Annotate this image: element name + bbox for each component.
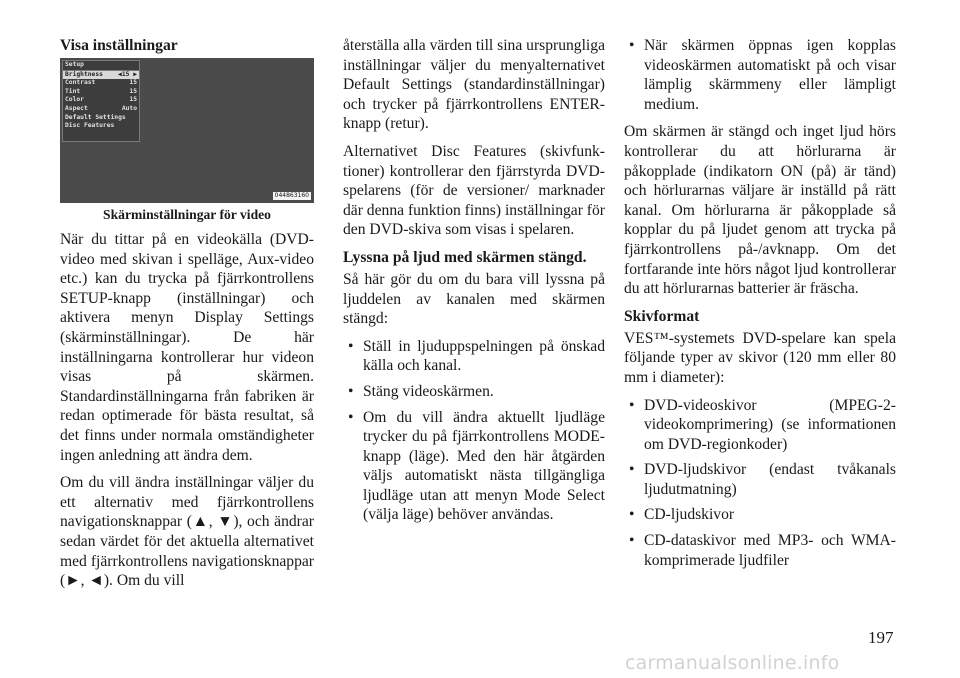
paragraph: Om skärmen är stängd och inget ljud hörs kontrollerar du att hörlurarna är påkopplade (indikatorn ON (på) är tänd) och hörlurarnas väljare är inställd på rätt kanal. Om hörlurarna är påkopplade så kopplar du på ljudet genom att trycka på fjärrkontrollens på-/avknapp. Om det fortfarande inte hörs något ljud kontrollerar du att hörlurarnas batterier är fräscha. [624,123,896,298]
bullet-list [343,337,605,525]
watermark: carmanualsonline.info [625,652,840,674]
column-2 [343,36,605,533]
list-item [343,337,605,376]
menu-row-disc-features [63,122,139,131]
paragraph: Alternativet Disc Features (skivfunktioner) kontrollerar den fjärrstyrda DVD-spelarens (för de versioner/ marknader där denna funktion finns) inställningar för den DVD-skiva som visas i spelaren. [343,142,605,239]
paragraph: VES™-systemets DVD-spelare kan spela följande typer av skivor (120 mm eller 80 mm i diameter): [624,329,896,386]
list-item-text: • DVD-ljudskivor (endast tvåkanals ljudutmatning) [644,461,896,498]
list-item-text: • Ställ in ljuduppspelningen på önskad källa och kanal. [363,337,605,375]
image-code: 044863160 [274,192,309,199]
setup-menu [62,60,140,142]
page-number: 197 [868,628,894,647]
list-item-text: • Om du vill ändra aktuellt ljudläge trycker du på fjärrkontrollens MODE-knapp (läge). Med den här åtgärden väljs automatiskt nästa tillgängliga ljudläge utan att menyn Mode Select (välja läge) behöver användas. [363,408,605,524]
menu-row-value: Auto [121,104,137,112]
section-heading-disc-formats: Skivformat [624,307,700,325]
menu-row-label: Default Settings [65,113,126,121]
paragraph: Så här gör du om du bara vill lyssna på ljuddelen av kanalen med skärmen stängd: [343,270,605,328]
bullet-list [624,36,896,114]
menu-row-value: ◀15 ▶ [118,70,137,78]
column-1 [60,36,314,591]
menu-row-value: 15 [129,96,137,104]
list-item [624,505,896,525]
list-item [624,36,896,114]
bullet-list [624,396,896,571]
list-item [624,460,896,499]
menu-row-label: Color [65,96,84,104]
menu-row-contrast [63,79,139,88]
list-item [343,408,605,526]
menu-row-value: 15 [129,79,137,87]
list-item-text: • CD-dataskivor med MP3- och WMA-komprimerade ljudfiler [644,532,896,569]
list-item [624,531,896,570]
column-3 [624,36,896,578]
menu-row-label: Brightness [65,70,103,78]
section-heading-display-settings: Visa inställningar [60,37,178,54]
paragraph: återställa alla värden till sina ursprungliga inställningar väljer du menyalternativet Default Settings (standardinställningar) och trycker på fjärrkontrollens ENTER-knapp (retur). [343,37,605,133]
menu-row-brightness [63,71,139,80]
paragraph: När du tittar på en videokälla (DVD-video med skivan i spelläge, Aux-video etc.) kan du trycka på fjärrkontrollens SETUP-knapp (inställningar) och aktivera menyn Display Settings (skärminställningar). De här inställningarna kontrollerar hur videon visas på skärmen. Standardinställningarna från fabriken är redan optimerade för bästa resultat, så det finns under normala omständigheter ingen anledning att ändra dem. [60,231,314,464]
list-item [624,396,896,455]
menu-row-default-settings [63,114,139,123]
setup-menu-title: Setup [63,61,139,71]
menu-row-color [63,96,139,105]
video-settings-screenshot [60,58,314,203]
paragraph: Om du vill ändra inställningar väljer du ett alternativ med fjärrkontrollens navigationsknappar (▲, ▼), och ändrar sedan värdet för det aktuella alternativet med fjärrkontrollens navigationsknappar (►, ◄). Om du vill [60,474,314,590]
menu-row-label: Disc Features [65,122,115,130]
menu-row-label: Aspect [65,104,88,112]
list-item [343,382,605,402]
list-item-text: • DVD-videoskivor (MPEG-2-videokomprimering) (se informationen om DVD-regionkoder) [644,396,896,453]
list-item-text: • Stäng videoskärmen. [363,382,494,400]
figure-caption: Skärminställningar för video [103,207,271,222]
menu-row-label: Tint [65,87,81,95]
section-heading-listen-screen-closed: Lyssna på ljud med skärmen stängd. [343,248,587,266]
menu-row-value: 15 [129,87,137,95]
list-item-text: • När skärmen öppnas igen kopplas videoskärmen automatiskt på och visar lämplig skärmmeny eller lämpligt medium. [644,37,896,113]
list-item-text: • CD-ljudskivor [644,506,735,524]
menu-row-tint [63,88,139,97]
menu-row-aspect [63,105,139,114]
menu-row-label: Contrast [65,79,96,87]
